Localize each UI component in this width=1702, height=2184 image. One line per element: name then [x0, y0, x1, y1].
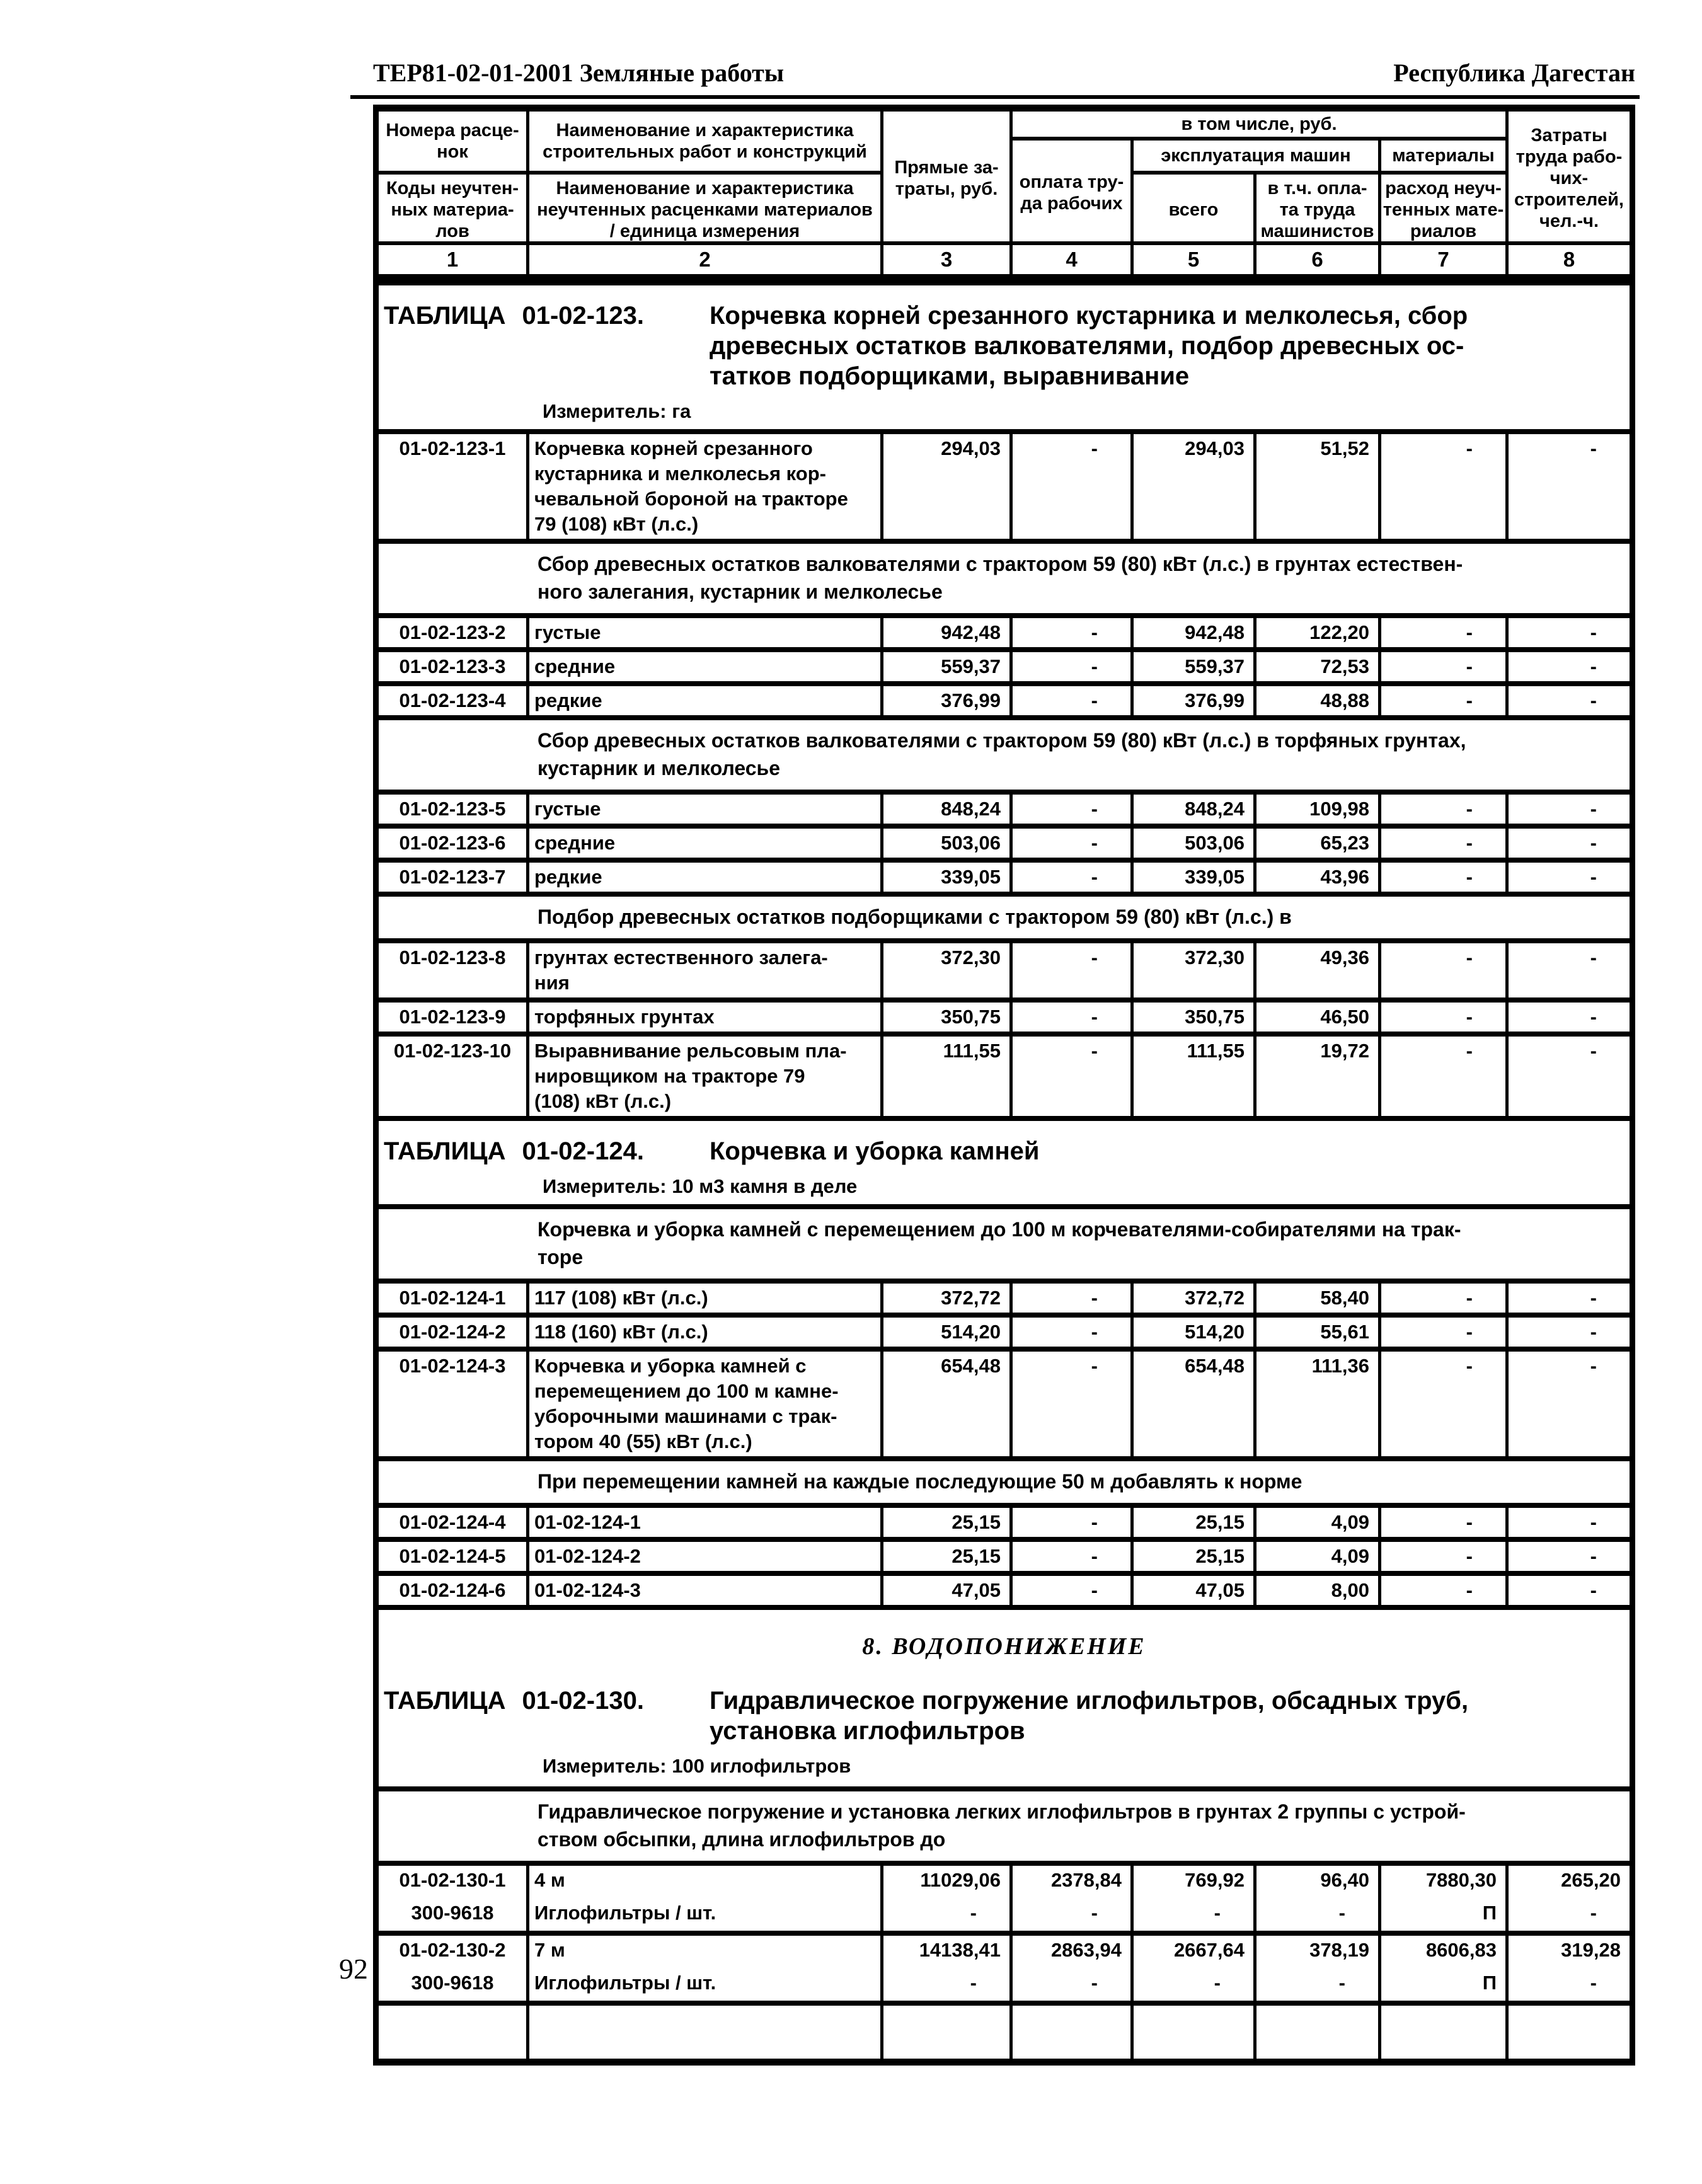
cell-value: - — [1381, 1542, 1509, 1571]
cell-code: 01-02-124-5 — [379, 1542, 529, 1571]
table-row — [379, 1861, 1630, 1931]
col-header-work-name: Наименование и характеристика строительных работ и конструкций — [529, 112, 883, 175]
cell-value: 514,20 — [883, 1318, 1013, 1347]
cell-value: 25,15 — [883, 1542, 1013, 1571]
section-heading: 8. ВОДОПОНИЖЕНИЕ — [379, 1605, 1630, 1664]
cell-value: 43,96 — [1256, 863, 1381, 892]
table-title-label: ТАБЛИЦА 01-02-130. — [384, 1687, 644, 1715]
meter-label: Измеритель: 100 иглофильтров — [543, 1755, 851, 1777]
table-row — [379, 1931, 1630, 2001]
cell-value: 294,03 — [883, 434, 1013, 539]
cell-value: - — [1381, 1003, 1509, 1032]
cell-code: 01-02-124-3 — [379, 1352, 529, 1456]
cell-value: 25,15 — [1134, 1542, 1256, 1571]
cell-desc: густые — [529, 795, 883, 824]
document-code: ТЕР81-02-01-2001 Земляные работы — [373, 59, 785, 87]
table-title-text: Корчевка и уборка камней — [710, 1137, 1040, 1165]
cell-value: - — [1013, 943, 1134, 997]
table-title-124 — [379, 1116, 1630, 1204]
cell-value: 378,19 - — [1256, 1936, 1381, 2001]
cell-desc: средние — [529, 652, 883, 681]
cell-code: 01-02-123-8 — [379, 943, 529, 997]
cell-value: - — [1013, 1003, 1134, 1032]
cell-value: - — [1013, 434, 1134, 539]
cell-value: - — [1590, 946, 1597, 968]
cell-value: - — [1381, 863, 1509, 892]
cell-value: 503,06 — [1134, 829, 1256, 858]
cell-value: - — [1013, 1037, 1134, 1116]
cell-value: 372,30 — [883, 943, 1013, 997]
cell-value: - — [1381, 1284, 1509, 1313]
cell-value: 376,99 — [883, 686, 1013, 715]
cell-value: - — [1381, 1352, 1509, 1456]
cell-value: 111,55 — [883, 1037, 1013, 1116]
cell-value: 350,75 — [883, 1003, 1013, 1032]
running-header — [373, 58, 1635, 88]
col-header-labor-costs: Затраты труда рабо- чих- строителей, чел.-ч. — [1514, 125, 1624, 231]
cell-code: 01-02-123-7 — [379, 863, 529, 892]
cell-value: - — [1590, 1355, 1597, 1377]
cell-value: 339,05 — [883, 863, 1013, 892]
table-row — [379, 1503, 1630, 1537]
cell-value: - — [1013, 618, 1134, 647]
table-title-label: ТАБЛИЦА 01-02-123. — [384, 302, 644, 330]
cell-value: - — [1013, 829, 1134, 858]
cell-value: - — [1590, 1287, 1597, 1309]
cell-value: 14138,41 - — [883, 1936, 1013, 2001]
rates-table — [373, 105, 1635, 2066]
cell-value: 769,92 - — [1134, 1866, 1256, 1931]
cell-value: 319,28 - — [1561, 1939, 1621, 1994]
cell-value: 848,24 — [1134, 795, 1256, 824]
cell-value: - — [1013, 1508, 1134, 1537]
group-subheader: Гидравлическое погружение и установка легких иглофильтров в грунтах 2 группы с устрой- ством обсыпки, длина иглофильтров до — [379, 1786, 1630, 1861]
cell-value: 25,15 — [1134, 1508, 1256, 1537]
table-title-text: Гидравлическое погружение иглофильтров, обсадных труб, установка иглофильтров — [710, 1687, 1469, 1745]
group-subheader: Подбор древесных остатков подборщиками с трактором 59 (80) кВт (л.с.) в — [379, 892, 1630, 938]
cell-desc: редкие — [529, 686, 883, 715]
cell-value: - — [1013, 1284, 1134, 1313]
cell-value: - — [1590, 1321, 1597, 1343]
cell-desc: Выравнивание рельсовым пла- нировщиком на тракторе 79 (108) кВт (л.с.) — [529, 1037, 883, 1116]
cell-value: - — [1013, 863, 1134, 892]
table-row — [379, 1537, 1630, 1571]
cell-desc: Корчевка и уборка камней с перемещением до 100 м камне- уборочными машинами с трак- тором 40 (55) кВт (л.с.) — [529, 1352, 883, 1456]
cell-desc: редкие — [529, 863, 883, 892]
cell-value: - — [1381, 829, 1509, 858]
col-header-machinist-pay: в т.ч. опла- та труда машинистов — [1256, 175, 1381, 245]
cell-value: 514,20 — [1134, 1318, 1256, 1347]
cell-value: 19,72 — [1256, 1037, 1381, 1116]
table-title-123 — [379, 280, 1630, 429]
table-title-text: Корчевка корней срезанного кустарника и мелколесья, сбор древесных остатков валкователями, подбор древесных ос- татков подборщиками, выравнивание — [710, 302, 1468, 390]
col-header-total: всего — [1134, 175, 1256, 245]
page-number: 92 — [339, 1953, 368, 1985]
cell-value: - — [1590, 1006, 1597, 1028]
cell-code: 01-02-123-6 — [379, 829, 529, 858]
cell-code: 01-02-130-1 300-9618 — [379, 1866, 529, 1931]
cell-value: - — [1590, 621, 1597, 643]
cell-value: 46,50 — [1256, 1003, 1381, 1032]
cell-desc: Корчевка корней срезанного кустарника и мелколесья кор- чевальной бороной на тракторе 79 (108) кВт (л.с.) — [529, 434, 883, 539]
cell-desc: 7 м Иглофильтры / шт. — [529, 1936, 883, 2001]
cell-code: 01-02-123-9 — [379, 1003, 529, 1032]
table-title-label: ТАБЛИЦА 01-02-124. — [384, 1137, 644, 1165]
header-rule — [350, 95, 1640, 99]
cell-desc: 01-02-124-2 — [529, 1542, 883, 1571]
col-header-labor-pay: оплата тру- да рабочих — [1013, 141, 1134, 245]
table-row — [379, 647, 1630, 681]
cell-value: 58,40 — [1256, 1284, 1381, 1313]
meter-label: Измеритель: га — [543, 400, 691, 422]
column-numbers-row: 1 2 3 4 5 6 7 8 — [379, 245, 1630, 280]
cell-value: - — [1013, 1318, 1134, 1347]
cell-desc: 01-02-124-1 — [529, 1508, 883, 1537]
cell-desc: средние — [529, 829, 883, 858]
cell-value: - — [1381, 1318, 1509, 1347]
cell-value: - — [1013, 1576, 1134, 1605]
cell-value: - — [1013, 686, 1134, 715]
cell-value: 65,23 — [1256, 829, 1381, 858]
table-row — [379, 1279, 1630, 1313]
cell-code: 01-02-123-5 — [379, 795, 529, 824]
cell-value: - — [1381, 943, 1509, 997]
cell-value: 96,40 - — [1256, 1866, 1381, 1931]
cell-value: - — [1590, 655, 1597, 677]
cell-value: 372,30 — [1134, 943, 1256, 997]
cell-code: 01-02-124-2 — [379, 1318, 529, 1347]
table-row — [379, 824, 1630, 858]
cell-value: 49,36 — [1256, 943, 1381, 997]
table-row — [379, 681, 1630, 715]
cell-desc: 01-02-124-3 — [529, 1576, 883, 1605]
cell-code: 01-02-123-1 — [379, 434, 529, 539]
cell-value: - — [1590, 1545, 1597, 1567]
table-row — [379, 1347, 1630, 1456]
cell-value: - — [1381, 1037, 1509, 1116]
cell-desc: 117 (108) кВт (л.с.) — [529, 1284, 883, 1313]
cell-value: - — [1381, 434, 1509, 539]
band-machine-operation: эксплуатация машин — [1134, 141, 1381, 175]
cell-value: 376,99 — [1134, 686, 1256, 715]
cell-value: 848,24 — [883, 795, 1013, 824]
band-materials: материалы — [1381, 141, 1509, 175]
cell-value: - — [1013, 1542, 1134, 1571]
cell-value: 503,06 — [883, 829, 1013, 858]
cell-value: 8606,83 П — [1381, 1936, 1509, 2001]
cell-value: 8,00 — [1256, 1576, 1381, 1605]
cell-value: 47,05 — [883, 1576, 1013, 1605]
group-subheader: Сбор древесных остатков валкователями с трактором 59 (80) кВт (л.с.) в грунтах естествен- ного залегания, кустарник и мелколесье — [379, 539, 1630, 613]
cell-desc: густые — [529, 618, 883, 647]
cell-value: 4,09 — [1256, 1542, 1381, 1571]
col-header-material-consumption: расход неуч- тенных мате- риалов — [1381, 175, 1509, 245]
cell-value: - — [1590, 1040, 1597, 1062]
col-header-rate-numbers: Номера расце- нок — [379, 112, 529, 175]
cell-value: 265,20 - — [1561, 1869, 1621, 1924]
cell-value: - — [1381, 686, 1509, 715]
cell-value: - — [1590, 832, 1597, 854]
cell-value: 111,55 — [1134, 1037, 1256, 1116]
cell-code: 01-02-123-4 — [379, 686, 529, 715]
cell-value: 25,15 — [883, 1508, 1013, 1537]
cell-value: - — [1381, 1508, 1509, 1537]
table-row — [379, 429, 1630, 539]
cell-value: 559,37 — [883, 652, 1013, 681]
cell-value: 2667,64 - — [1134, 1936, 1256, 2001]
table-header — [379, 112, 1630, 245]
cell-desc: 4 м Иглофильтры / шт. — [529, 1866, 883, 1931]
cell-code: 01-02-130-2 300-9618 — [379, 1936, 529, 2001]
table-row — [379, 1313, 1630, 1347]
cell-code: 01-02-123-3 — [379, 652, 529, 681]
group-subheader: При перемещении камней на каждые последующие 50 м добавлять к норме — [379, 1456, 1630, 1503]
cell-value: 942,48 — [1134, 618, 1256, 647]
cell-value: 72,53 — [1256, 652, 1381, 681]
cell-value: - — [1381, 618, 1509, 647]
cell-value: 7880,30 П — [1381, 1866, 1509, 1931]
table-row — [379, 938, 1630, 997]
cell-desc: 118 (160) кВт (л.с.) — [529, 1318, 883, 1347]
cell-value: 350,75 — [1134, 1003, 1256, 1032]
table-row — [379, 997, 1630, 1032]
cell-value: 654,48 — [1134, 1352, 1256, 1456]
cell-code: 01-02-123-2 — [379, 618, 529, 647]
cell-value: 294,03 — [1134, 434, 1256, 539]
table-row — [379, 613, 1630, 647]
cell-value: 11029,06 - — [883, 1866, 1013, 1931]
cell-value: - — [1590, 437, 1597, 459]
cell-value: - — [1381, 795, 1509, 824]
cell-value: 654,48 — [883, 1352, 1013, 1456]
cell-value: 122,20 — [1256, 618, 1381, 647]
cell-value: 109,98 — [1256, 795, 1381, 824]
cell-value: - — [1590, 689, 1597, 711]
band-including-rub: в том числе, руб. — [1013, 112, 1509, 141]
meter-label: Измеритель: 10 м3 камня в деле — [543, 1175, 858, 1197]
cell-code: 01-02-124-4 — [379, 1508, 529, 1537]
group-subheader: Корчевка и уборка камней с перемещением до 100 м корчевателями-собирателями на трак- торе — [379, 1204, 1630, 1279]
empty-row — [379, 2001, 1630, 2059]
cell-value: 339,05 — [1134, 863, 1256, 892]
cell-value: 55,61 — [1256, 1318, 1381, 1347]
cell-value: - — [1381, 652, 1509, 681]
cell-value: 111,36 — [1256, 1352, 1381, 1456]
table-row — [379, 1571, 1630, 1605]
cell-value: - — [1381, 1576, 1509, 1605]
table-row — [379, 858, 1630, 892]
cell-value: 47,05 — [1134, 1576, 1256, 1605]
cell-value: - — [1013, 795, 1134, 824]
cell-value: - — [1590, 1579, 1597, 1601]
table-row — [379, 790, 1630, 824]
table-row — [379, 1032, 1630, 1116]
cell-value: - — [1013, 1352, 1134, 1456]
col-header-direct-costs: Прямые за- траты, руб. — [883, 112, 1013, 245]
cell-value: 48,88 — [1256, 686, 1381, 715]
cell-value: 372,72 — [883, 1284, 1013, 1313]
cell-value: - — [1590, 798, 1597, 820]
table-title-130 — [379, 1664, 1630, 1786]
cell-desc: торфяных грунтах — [529, 1003, 883, 1032]
group-subheader: Сбор древесных остатков валкователями с трактором 59 (80) кВт (л.с.) в торфяных грунтах, кустарник и мелколесье — [379, 715, 1630, 790]
cell-value: - — [1590, 866, 1597, 888]
cell-value: - — [1013, 652, 1134, 681]
cell-value: 2378,84 - — [1013, 1866, 1134, 1931]
col-header-material-name: Наименование и характеристика неучтенных расценками материалов / единица измерения — [529, 175, 883, 245]
region-name: Республика Дагестан — [1393, 59, 1635, 87]
cell-value: 942,48 — [883, 618, 1013, 647]
cell-value: - — [1590, 1511, 1597, 1533]
cell-code: 01-02-124-6 — [379, 1576, 529, 1605]
cell-desc: грунтах естественного залега- ния — [529, 943, 883, 997]
cell-code: 01-02-124-1 — [379, 1284, 529, 1313]
cell-value: 51,52 — [1256, 434, 1381, 539]
cell-value: 559,37 — [1134, 652, 1256, 681]
cell-value: 2863,94 - — [1013, 1936, 1134, 2001]
cell-value: 372,72 — [1134, 1284, 1256, 1313]
col-header-material-codes: Коды неучтен- ных материа- лов — [379, 175, 529, 245]
cell-code: 01-02-123-10 — [379, 1037, 529, 1116]
cell-value: 4,09 — [1256, 1508, 1381, 1537]
